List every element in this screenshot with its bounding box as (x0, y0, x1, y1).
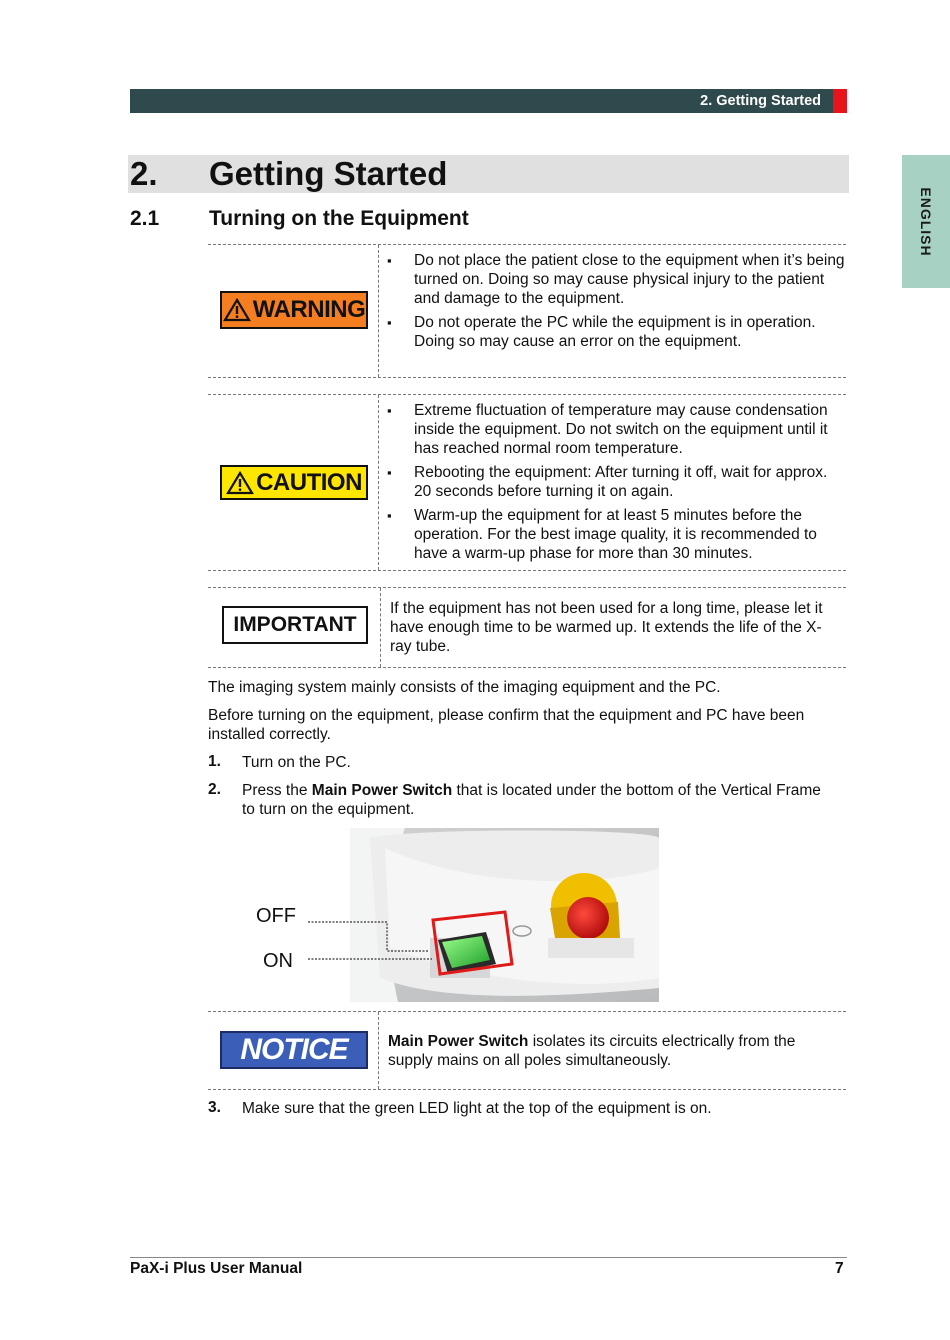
section-number: 2.1 (130, 207, 160, 230)
on-label: ON (263, 950, 293, 972)
caution-block (208, 394, 846, 571)
language-tab (902, 155, 950, 288)
notice-text: Main Power Switch isolates its circuits electrically from the supply mains on all poles simultaneously. (388, 1033, 796, 1069)
language-label: ENGLISH (918, 186, 934, 257)
warning-triangle-icon (223, 298, 251, 322)
chapter-title: Getting Started (209, 155, 448, 192)
warning-list (378, 251, 848, 356)
warning-item: ▪ Do not place the patient close to the equipment when it’s being turned on. Doing so may cause physical injury to the patient and damage to the equipment. (378, 251, 848, 308)
warning-block (208, 244, 846, 378)
important-text: If the equipment has not been used for a long time, please let it have enough time to be warmed up. It extends the life of the X-ray tube. (390, 600, 823, 655)
warning-label: WARNING (220, 291, 368, 329)
step-2-number: 2. (208, 781, 221, 798)
chapter-number: 2. (130, 155, 158, 192)
switch-leader-lines (300, 915, 440, 965)
notice-block (208, 1011, 846, 1090)
footer-manual-title: PaX-i Plus User Manual (130, 1260, 303, 1277)
step-3-number: 3. (208, 1099, 221, 1116)
important-label: IMPORTANT (222, 606, 368, 644)
caution-item: ▪ Rebooting the equipment: After turning it off, wait for approx. 20 seconds before turning it on again. (378, 463, 848, 501)
important-divider (380, 588, 381, 667)
section-title: Turning on the Equipment (209, 207, 469, 230)
footer-divider (130, 1257, 847, 1258)
main-power-switch-term: Main Power Switch (311, 782, 453, 799)
caution-item: ▪ Extreme fluctuation of temperature may cause condensation inside the equipment. Do not switch on the equipment until it has reached normal room temperature. (378, 401, 848, 458)
caution-item: ▪ Warm-up the equipment for at least 5 minutes before the operation. For the best image quality, it is recommended to have a warm-up phase for more than 30 minutes. (378, 506, 848, 563)
warning-item: ▪ Do not operate the PC while the equipment is in operation. Doing so may cause an error on the equipment. (378, 313, 848, 351)
notice-divider (378, 1012, 379, 1089)
step-1-text: Turn on the PC. (242, 754, 351, 771)
precheck-paragraph: Before turning on the equipment, please confirm that the equipment and PC have been installed correctly. (208, 707, 805, 743)
notice-label: NOTICE (220, 1031, 368, 1069)
caution-triangle-icon (226, 471, 254, 495)
header-section-title: 2. Getting Started (700, 93, 821, 109)
step-3-text: Make sure that the green LED light at the top of the equipment is on. (242, 1100, 712, 1117)
intro-paragraph: The imaging system mainly consists of the imaging equipment and the PC. (208, 679, 721, 696)
caution-label: CAUTION (220, 465, 368, 500)
header-accent (833, 89, 847, 113)
step-2-text: Press the Main Power Switch that is located under the bottom of the Vertical Frame to turn on the equipment. (242, 782, 821, 818)
caution-list (378, 401, 848, 568)
off-label: OFF (256, 905, 296, 927)
step-1-number: 1. (208, 753, 221, 770)
important-block (208, 587, 846, 668)
page-number: 7 (835, 1260, 844, 1277)
